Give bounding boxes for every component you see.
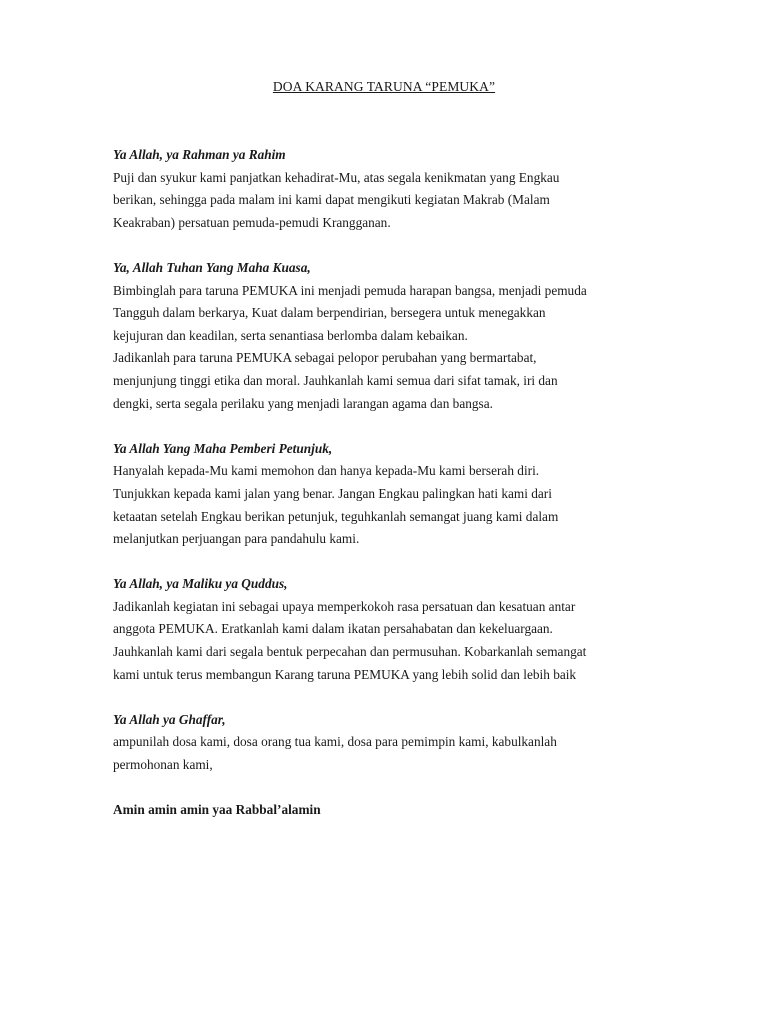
prayer-section	[113, 144, 673, 234]
section-heading: Ya Allah ya Ghaffar,	[113, 711, 226, 727]
paragraph-line: Keakraban) persatuan pemuda-pemudi Krangganan.	[113, 214, 391, 230]
paragraph-line: anggota PEMUKA. Eratkanlah kami dalam ikatan persahabatan dan kekeluargaan.	[113, 621, 553, 637]
paragraph-line: berikan, sehingga pada malam ini kami dapat mengikuti kegiatan Makrab (Malam	[113, 192, 550, 208]
section-heading: Ya Allah, ya Maliku ya Quddus,	[113, 576, 288, 592]
paragraph-line: Hanyalah kepada-Mu kami memohon dan hanya kepada-Mu kami berserah diri.	[113, 463, 540, 479]
paragraph-line: Jadikanlah para taruna PEMUKA sebagai pelopor perubahan yang bermartabat,	[113, 350, 537, 366]
paragraph-line: Tunjukkan kepada kami jalan yang benar. Jangan Engkau palingkan hati kami dari	[113, 485, 552, 501]
paragraph-line: melanjutkan perjuangan para pandahulu kami.	[113, 531, 360, 547]
prayer-section	[113, 709, 673, 777]
paragraph-line: permohonan kami,	[113, 757, 213, 773]
paragraph-line: kami untuk terus membangun Karang taruna PEMUKA yang lebih solid dan lebih baik	[113, 666, 577, 682]
paragraph-line: Jauhkanlah kami dari segala bentuk perpecahan dan permusuhan. Kobarkanlah semangat	[113, 644, 587, 660]
document-title: DOA KARANG TARUNA “PEMUKA”	[272, 79, 496, 94]
paragraph-line: Jadikanlah kegiatan ini sebagai upaya memperkokoh rasa persatuan dan kesatuan antar	[113, 598, 576, 614]
paragraph-line: Bimbinglah para taruna PEMUKA ini menjadi pemuda harapan bangsa, menjadi pemuda	[113, 282, 587, 298]
paragraph-line: ketaatan setelah Engkau berikan petunjuk, teguhkanlah semangat juang kami dalam	[113, 508, 559, 524]
prayer-section	[113, 438, 673, 551]
document-body	[113, 144, 673, 822]
paragraph-line: kejujuran dan keadilan, serta senantiasa berlomba dalam kebaikan.	[113, 327, 468, 343]
section-heading: Ya Allah Yang Maha Pemberi Petunjuk,	[113, 440, 333, 456]
section-heading: Ya, Allah Tuhan Yang Maha Kuasa,	[113, 259, 311, 275]
closing-line: Amin amin amin yaa Rabbal’alamin	[113, 802, 321, 818]
paragraph-line: ampunilah dosa kami, dosa orang tua kami, dosa para pemimpin kami, kabulkanlah	[113, 734, 557, 750]
prayer-section	[113, 257, 673, 415]
paragraph-line: menjunjung tinggi etika dan moral. Jauhkanlah kami semua dari sifat tamak, iri dan	[113, 372, 558, 388]
paragraph-line: dengki, serta segala perilaku yang menjadi larangan agama dan bangsa.	[113, 395, 493, 411]
prayer-section	[113, 573, 673, 686]
section-heading: Ya Allah, ya Rahman ya Rahim	[113, 147, 286, 162]
paragraph-line: Tangguh dalam berkarya, Kuat dalam berpendirian, bersegera untuk menegakkan	[113, 305, 546, 321]
paragraph-line: Puji dan syukur kami panjatkan kehadirat-Mu, atas segala kenikmatan yang Engkau	[113, 169, 560, 185]
